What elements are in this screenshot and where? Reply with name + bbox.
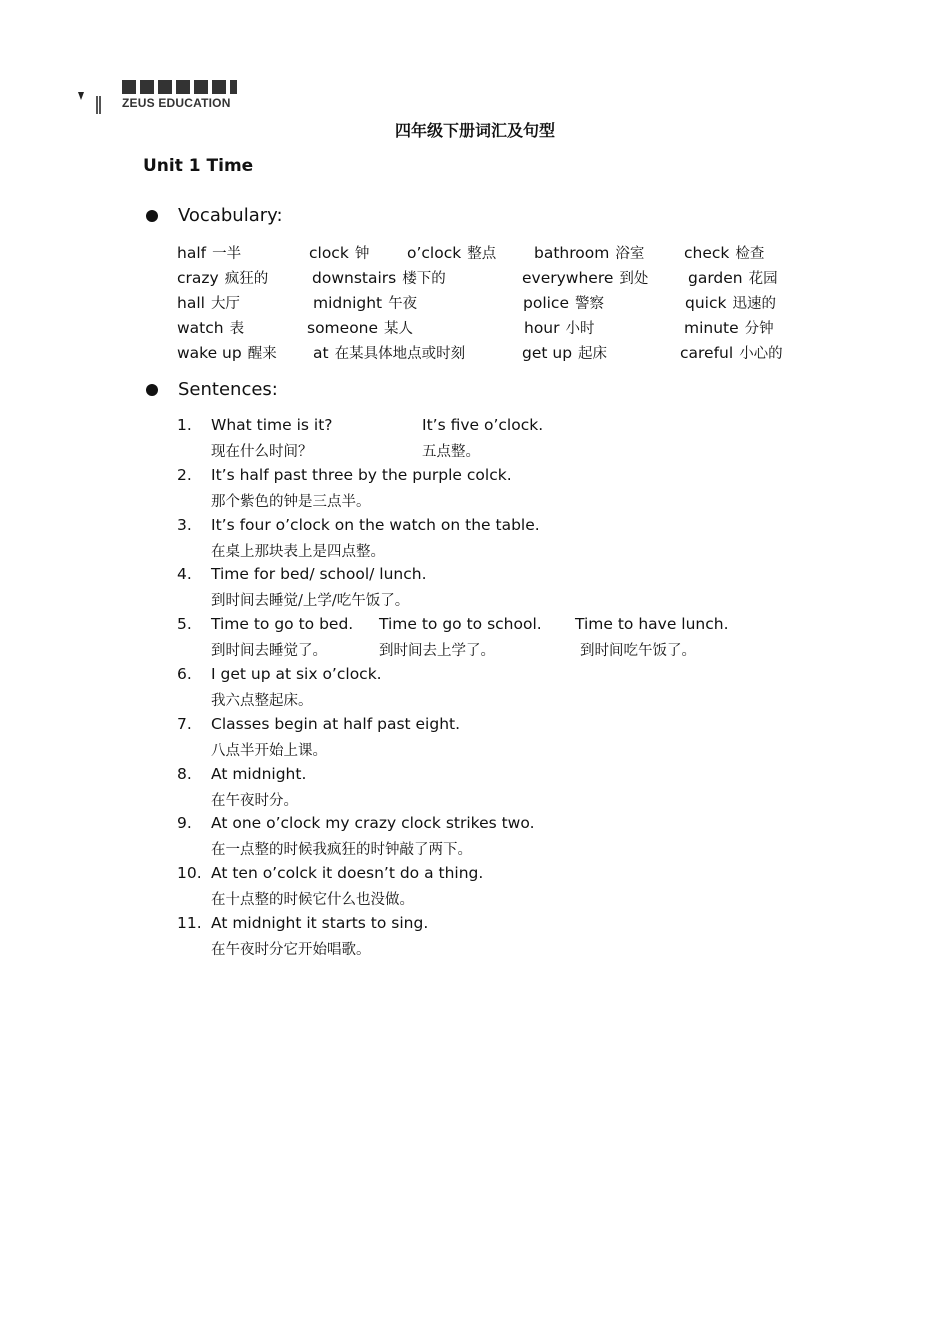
list-item [177, 665, 817, 715]
sentence-zh: 那个紫色的钟是三点半。 [211, 493, 371, 510]
sentence-zh: 在午夜时分。 [211, 792, 298, 809]
sentence-en: At midnight. [211, 764, 307, 783]
vocab-item: watch 表 [177, 319, 245, 337]
sentence-en: Time to go to school. [379, 615, 542, 634]
sentence-en: What time is it? [211, 416, 333, 434]
item-number: 11. [177, 913, 202, 932]
vocab-item: check 检查 [684, 244, 765, 262]
vocab-item: get up 起床 [522, 344, 608, 362]
logo-text: ZEUS EDUCATION [122, 96, 231, 110]
sentence-en: At midnight it starts to sing. [211, 913, 429, 932]
vocab-item: midnight 午夜 [313, 294, 418, 312]
sentence-en: Time for bed/ school/ lunch. [211, 565, 427, 584]
sentence-en: At one o’clock my crazy clock strikes two. [211, 814, 535, 833]
vocab-item: downstairs 楼下的 [312, 269, 446, 287]
list-item [177, 565, 817, 615]
vocab-row [177, 342, 817, 367]
sentence-zh: 到时间去上学了。 [379, 643, 495, 660]
bullet-icon [146, 210, 158, 222]
sentence-en: At ten o’colck it doesn’t do a thing. [211, 864, 484, 883]
vocab-item: minute 分钟 [684, 319, 774, 337]
item-number: 8. [177, 764, 192, 783]
vocabulary-heading: Vocabulary: [178, 205, 283, 226]
vocab-item: hall 大厅 [177, 294, 240, 312]
vocab-item: half 一半 [177, 244, 242, 262]
item-number: 7. [177, 714, 192, 733]
vocab-item: hour 小时 [524, 319, 595, 337]
vocab-item: clock 钟 [309, 244, 370, 262]
item-number: 1. [177, 416, 192, 434]
list-item [177, 765, 817, 815]
sentences-heading: Sentences: [178, 379, 278, 400]
vocabulary-table [177, 242, 817, 367]
vocab-item: at 在某具体地点或时刻 [313, 344, 466, 362]
vocab-item: o’clock 整点 [407, 244, 497, 262]
vocab-item: police 警察 [523, 294, 604, 312]
sentence-zh: 到时间去睡觉了。 [211, 643, 327, 660]
item-number: 4. [177, 565, 192, 584]
list-item [177, 864, 817, 914]
list-item [177, 466, 817, 516]
vocab-item: wake up 醒来 [177, 344, 277, 362]
vocab-item: everywhere 到处 [522, 269, 649, 287]
sentence-zh: 八点半开始上课。 [211, 742, 327, 759]
list-item [177, 615, 817, 665]
item-number: 9. [177, 814, 192, 833]
sentence-en: It’s half past three by the purple colck. [211, 465, 512, 484]
sentence-en: It’s four o’clock on the watch on the table. [211, 515, 540, 534]
page-title: 四年级下册词汇及句型 [394, 121, 555, 140]
logo [76, 80, 246, 120]
vocab-item: garden 花园 [688, 269, 778, 287]
list-item [177, 914, 817, 964]
vocab-item: crazy 疯狂的 [177, 269, 269, 287]
sentence-zh: 现在什么时间？ [211, 444, 313, 460]
sentence-en: Classes begin at half past eight. [211, 714, 461, 733]
sentence-zh: 在十点整的时候它什么也没做。 [211, 892, 414, 909]
vocab-row [177, 242, 817, 267]
item-number: 10. [177, 864, 202, 883]
list-item [177, 416, 817, 466]
sentence-en: I get up at six o’clock. [211, 664, 382, 683]
sentence-en: It’s five o’clock. [422, 416, 544, 434]
logo-wordmark [122, 80, 237, 94]
item-number: 2. [177, 465, 192, 484]
item-number: 6. [177, 664, 192, 683]
vocab-item: careful 小心的 [680, 344, 783, 362]
sentence-list [177, 416, 817, 964]
vocab-row [177, 317, 817, 342]
sentence-en: Time to go to bed. [211, 615, 354, 634]
item-number: 5. [177, 615, 192, 634]
list-item [177, 814, 817, 864]
vocab-row [177, 292, 817, 317]
sentence-zh: 在一点整的时候我疯狂的时钟敲了两下。 [211, 842, 472, 859]
sentence-zh: 到时间去睡觉/上学/吃午饭了。 [211, 593, 410, 610]
sentence-zh: 到时间吃午饭了。 [580, 643, 696, 660]
vocab-row [177, 267, 817, 292]
sentence-zh: 五点整。 [422, 444, 480, 460]
vocab-item: bathroom 浴室 [534, 244, 645, 262]
sentence-zh: 在桌上那块表上是四点整。 [211, 543, 385, 560]
sentence-zh: 在午夜时分它开始唱歌。 [211, 941, 371, 958]
sentence-zh: 我六点整起床。 [211, 692, 313, 709]
bullet-icon [146, 384, 158, 396]
vocab-item: someone 某人 [307, 319, 414, 337]
vocab-item: quick 迅速的 [685, 294, 776, 312]
list-item [177, 715, 817, 765]
sentence-en: Time to have lunch. [575, 615, 729, 634]
list-item [177, 516, 817, 566]
unit-heading: Unit 1 Time [143, 156, 254, 176]
logo-mark-icon [76, 86, 106, 114]
item-number: 3. [177, 515, 192, 534]
